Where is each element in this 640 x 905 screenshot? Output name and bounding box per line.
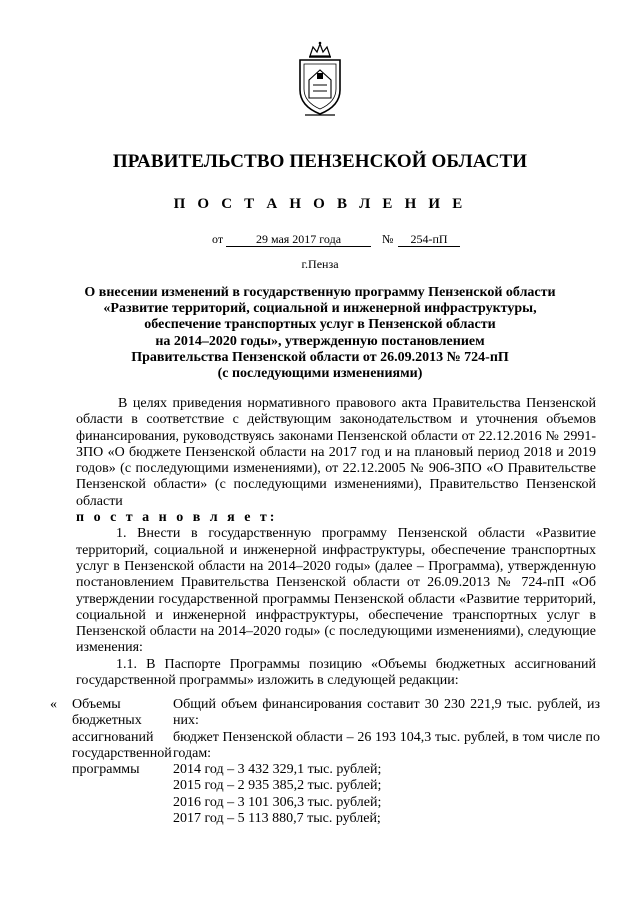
title-line: «Развитие территорий, социальной и инженерной инфраструктуры, xyxy=(103,301,537,317)
position-name-line: Объемы xyxy=(72,697,121,712)
decree-word: п о с т а н о в л я е т: xyxy=(76,510,278,526)
position-name-line: государственной xyxy=(72,745,172,761)
item-1-paragraph: 1. Внести в государственную программу Пензенской области «Развитие территорий, социальной и инженерной инфраструктуры, обеспечение транспортных услуг в Пензенской области на 2014–2020 годы» (далее – Программа), утвержденную постановлением Правительства Пензенской области от 26.09.2013 № 724-пП «Об утверждении государственной программы Пензенской области «Развитие территорий, социальной и инженерной инфраструктуры, обеспечение транспортных услуг в Пензенской области на 2014–2020 годы» (с последующими изменениями), следующие изменения: xyxy=(76,526,596,656)
title-line: обеспечение транспортных услуг в Пензенской области xyxy=(144,317,496,333)
city: г.Пенза xyxy=(301,257,339,271)
position-value xyxy=(173,697,600,827)
year-funding: 2015 год – 2 935 385,2 тыс. рублей; xyxy=(173,778,382,794)
item-1-1-paragraph: 1.1. В Паспорте Программы позицию «Объемы бюджетных ассигнований государственной программы» изложить в следующей редакции: xyxy=(76,656,596,689)
year-funding: 2014 год – 3 432 329,1 тыс. рублей; xyxy=(173,762,382,778)
title-line: на 2014–2020 годы», утвержденную постановлением xyxy=(155,333,485,349)
document-number: 254-пП xyxy=(398,232,460,247)
position-name xyxy=(72,697,172,778)
title-line: (с последующими изменениями) xyxy=(217,366,423,382)
position-name-line: программы xyxy=(72,762,140,778)
organization-title: ПРАВИТЕЛЬСТВО ПЕНЗЕНСКОЙ ОБЛАСТИ xyxy=(112,151,528,172)
title-line: О внесении изменений в государственную программу Пензенской области xyxy=(84,285,556,300)
document-date: 29 мая 2017 года xyxy=(226,232,371,247)
opening-quote: « xyxy=(50,697,57,712)
number-prefix: № xyxy=(382,232,394,246)
year-funding: 2016 год – 3 101 306,3 тыс. рублей; xyxy=(173,794,382,810)
position-name-line: ассигнований xyxy=(72,729,154,745)
document-title xyxy=(60,285,580,382)
regional-budget: бюджет Пензенской области – 26 193 104,3 тыс. рублей, в том числе по годам: xyxy=(173,729,600,761)
date-prefix: от xyxy=(212,232,224,246)
intro-paragraph: В целях приведения нормативного правового акта Правительства Пензенской области в соответствие с действующим законодательством и уточнения объемов финансирования, руководствуясь законами Пензенской области от 22.12.2016 № 2991-ЗПО «О бюджете Пензенской области на 2017 год и на плановый период 2018 и 2019 годов» (с последующими изменениями), от 22.12.2005 № 906-ЗПО «О Правительстве Пензенской области» (с последующими изменениями), Правительство Пензенской области xyxy=(76,396,596,509)
document-body xyxy=(76,396,596,689)
document-type: П О С Т А Н О В Л Е Н И Е xyxy=(173,196,467,212)
title-line: Правительства Пензенской области от 26.09.2013 № 724-пП xyxy=(131,349,509,365)
date-number-line xyxy=(0,232,640,250)
total-funding: Общий объем финансирования составит 30 230 221,9 тыс. рублей, из них: xyxy=(173,697,600,729)
coat-of-arms-icon xyxy=(295,40,345,120)
year-funding: 2017 год – 5 113 880,7 тыс. рублей; xyxy=(173,811,381,827)
position-name-line: бюджетных xyxy=(72,713,142,729)
